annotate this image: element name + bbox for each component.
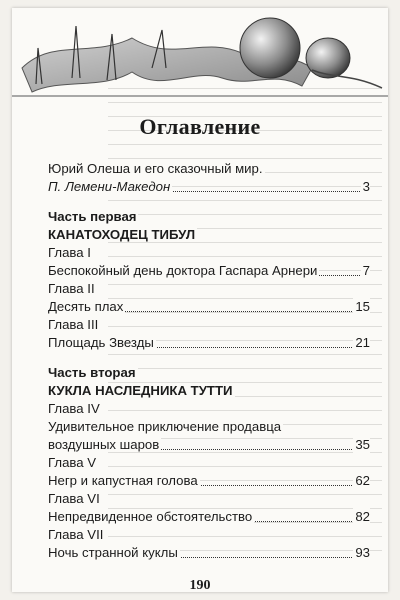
balloon-icon: [240, 18, 300, 78]
chapter-label: Глава III: [48, 317, 99, 332]
part-label: Часть вторая: [48, 365, 136, 380]
chapter-title: Ночь странной куклы: [48, 545, 178, 560]
toc-line: [48, 544, 370, 562]
toc-line: [48, 244, 370, 262]
chapter-title: Десять плах: [48, 299, 124, 314]
toc-page-number: 82: [355, 509, 370, 524]
chapter-title-cont: воздушных шаров: [48, 437, 160, 452]
toc-page-number: 3: [362, 179, 370, 194]
chapter-label: Глава I: [48, 245, 91, 260]
page-number: 190: [189, 578, 211, 592]
toc-line: [48, 472, 370, 490]
chapter-label: Глава VI: [48, 491, 100, 506]
part-title: КУКЛА НАСЛЕДНИКА ТУТТИ: [48, 383, 233, 398]
toc-line: [48, 226, 370, 244]
toc-line: [48, 334, 370, 352]
balloon-icon-small: [306, 38, 350, 78]
toc-page-number: 35: [355, 437, 370, 452]
toc-line: [48, 364, 370, 382]
chapter-label: Глава V: [48, 455, 97, 470]
toc-line: [48, 316, 370, 334]
chapter-title: Беспокойный день доктора Гаспара Арнери: [48, 263, 318, 278]
toc-line: [48, 280, 370, 298]
page-title: Оглавление: [139, 114, 261, 139]
toc-line: [48, 508, 370, 526]
chapter-title: Непредвиденное обстоятельство: [48, 509, 253, 524]
toc-line: [48, 526, 370, 544]
chapter-label: Глава II: [48, 281, 95, 296]
toc-page-number: 62: [355, 473, 370, 488]
toc-text: Юрий Олеша и его сказочный мир.: [48, 161, 263, 176]
toc-page-number: 93: [355, 545, 370, 560]
toc-line: [48, 418, 370, 436]
toc-line: [48, 178, 370, 196]
toc-line: [48, 382, 370, 400]
toc-line: [48, 400, 370, 418]
toc-line: [48, 160, 370, 178]
chapter-label: Глава IV: [48, 401, 100, 416]
book-page: [12, 8, 388, 592]
toc-page-number: 21: [355, 335, 370, 350]
toc-line: [48, 454, 370, 472]
toc-line: [48, 208, 370, 226]
toc-page-number: 7: [362, 263, 370, 278]
chapter-title: Негр и капустная голова: [48, 473, 198, 488]
table-of-contents: [48, 160, 370, 562]
toc-line: [48, 298, 370, 316]
chapter-title: Удивительное приключение продавца: [48, 419, 282, 434]
part-title: КАНАТОХОДЕЦ ТИБУЛ: [48, 227, 196, 242]
part-label: Часть первая: [48, 209, 137, 224]
toc-line: [48, 436, 370, 454]
toc-page-number: 15: [355, 299, 370, 314]
chapter-title: Площадь Звезды: [48, 335, 154, 350]
toc-text: П. Лемени-Македон: [48, 179, 171, 194]
chapter-label: Глава VII: [48, 527, 104, 542]
toc-line: [48, 490, 370, 508]
toc-line: [48, 262, 370, 280]
